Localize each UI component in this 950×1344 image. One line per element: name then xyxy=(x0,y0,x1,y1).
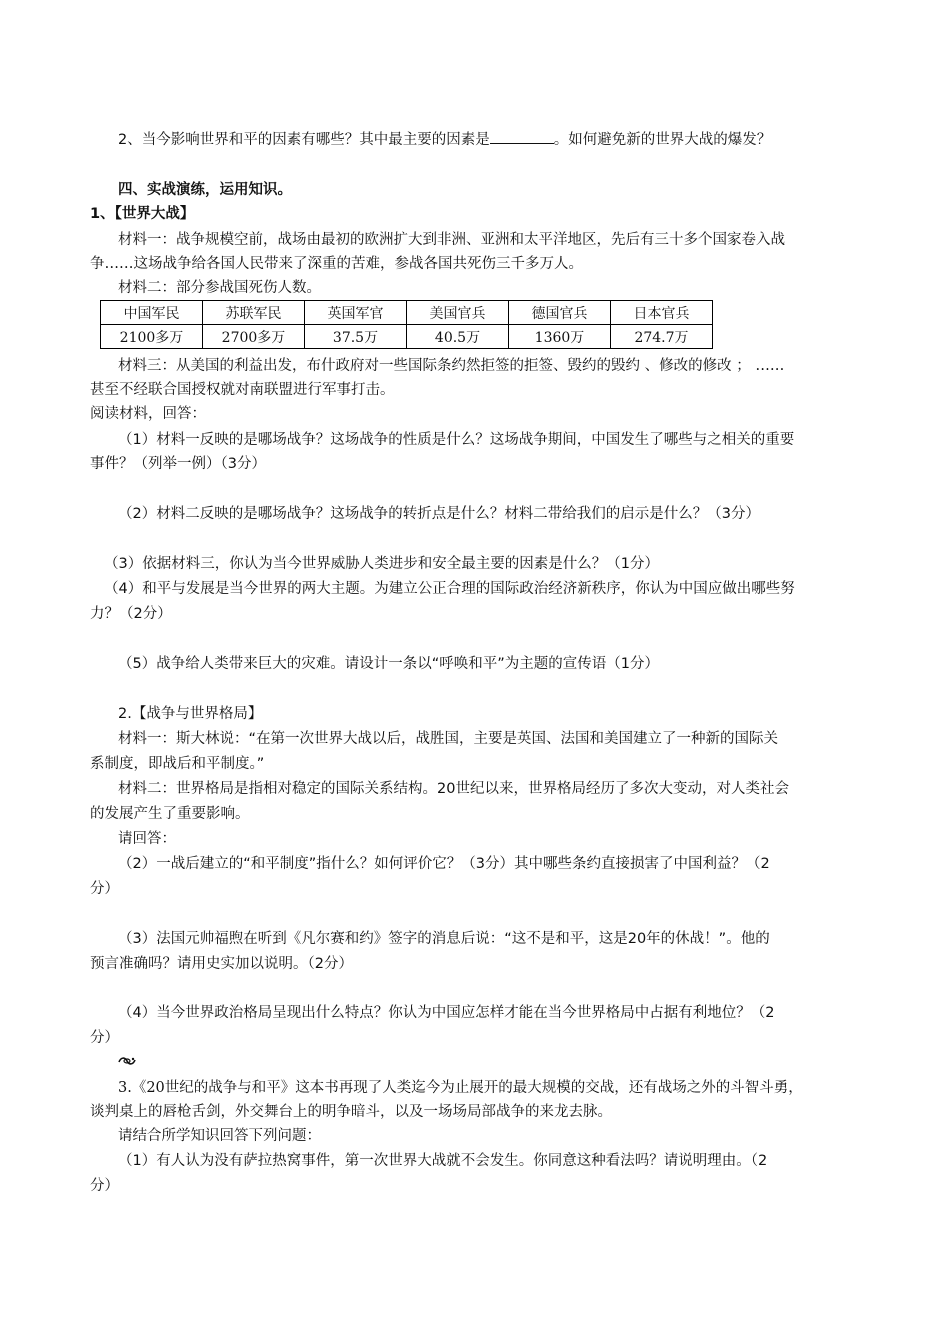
question-3-1-line-1: （1）有人认为没有萨拉热窝事件，第一次世界大战就不会发生。你同意这种看法吗？请说明理由。（2 xyxy=(118,1153,768,1169)
question-1-1-line-1: （1）材料一反映的是哪场战争？这场战争的性质是什么？这场战争期间，中国发生了哪些与之相关的重要 xyxy=(118,432,795,448)
question-1-5: （5）战争给人类带来巨大的灾难。请设计一条以“呼唤和平”为主题的宣传语（1分） xyxy=(118,656,659,672)
material-2: 材料二：部分参战国死伤人数。 xyxy=(118,280,321,296)
material-1-line-2: 争……这场战争给各国人民带来了深重的苦难，参战各国共死伤三千多万人。 xyxy=(90,256,583,272)
read-instruction: 阅读材料，回答： xyxy=(90,406,206,422)
table-cell: 2100多万 xyxy=(101,325,203,349)
p2-material-2-line-2: 的发展产生了重要影响。 xyxy=(90,806,250,822)
question-1-2: （2）材料二反映的是哪场战争？这场战争的转折点是什么？材料二带给我们的启示是什么？（3分） xyxy=(118,506,760,522)
part-3-line-2: 谈判桌上的唇枪舌剑，外交舞台上的明争暗斗，以及一场场局部战争的来龙去脉。 xyxy=(90,1104,612,1120)
question-2-text-end: 。如何避免新的世界大战的爆发？ xyxy=(553,132,772,148)
p2-ask: 请回答： xyxy=(118,831,176,847)
p2-material-1-line-2: 系制度，即战后和平制度。” xyxy=(90,756,265,772)
question-1-1-line-2: 事件？（列举一例）（3分） xyxy=(90,456,266,472)
answer-blank[interactable] xyxy=(490,129,554,144)
table-header-cell: 德国官兵 xyxy=(509,301,611,325)
p2-material-2-line-1: 材料二：世界格局是指相对稳定的国际关系结构。20世纪以来，世界格局经历了多次大变动，对人类社会 xyxy=(118,781,789,797)
table-row xyxy=(101,325,713,349)
question-2-4-line-2: 分） xyxy=(90,1030,119,1046)
table-header-cell: 英国军官 xyxy=(305,301,407,325)
table-cell: 1360万 xyxy=(509,325,611,349)
table-header-cell: 中国军民 xyxy=(101,301,203,325)
question-2-2-line-1: （2）一战后建立的“和平制度”指什么？如何评价它？（3分）其中哪些条约直接损害了中国利益？（2 xyxy=(118,856,770,872)
table-cell: 274.7万 xyxy=(611,325,713,349)
casualty-table xyxy=(100,300,713,349)
question-2-line xyxy=(118,129,771,150)
question-1-3: （3）依据材料三，你认为当今世界威胁人类进步和安全最主要的因素是什么？（1分） xyxy=(104,556,659,572)
table-header-cell: 日本官兵 xyxy=(611,301,713,325)
table-header-cell: 苏联军民 xyxy=(203,301,305,325)
ornament-icon xyxy=(118,1055,136,1067)
question-3-1-line-2: 分） xyxy=(90,1178,119,1194)
table-cell: 2700多万 xyxy=(203,325,305,349)
part-1-heading: 1、【世界大战】 xyxy=(90,206,195,222)
part-3-line-1: 3.《20世纪的战争与和平》这本书再现了人类迄今为止展开的最大规模的交战，还有战场之外的斗智斗勇， xyxy=(118,1080,803,1096)
material-3-line-2: 甚至不经联合国授权就对南联盟进行军事打击。 xyxy=(90,382,395,398)
question-2-3-line-2: 预言准确吗？请用史实加以说明。（2分） xyxy=(90,956,353,972)
table-header-cell: 美国官兵 xyxy=(407,301,509,325)
question-1-4-line-1: （4）和平与发展是当今世界的两大主题。为建立公正合理的国际政治经济新秩序，你认为中国应做出哪些努 xyxy=(104,581,795,597)
question-1-4-line-2: 力？（2分） xyxy=(90,606,172,622)
section-title: 四、实战演练，运用知识。 xyxy=(118,182,292,198)
question-2-3-line-1: （3）法国元帅福煦在听到《凡尔赛和约》签字的消息后说：“这不是和平，这是20年的休战！”。他的 xyxy=(118,931,770,947)
question-2-4-line-1: （4）当今世界政治格局呈现出什么特点？你认为中国应怎样才能在当今世界格局中占据有利地位？（2 xyxy=(118,1005,775,1021)
material-1-line-1: 材料一：战争规模空前，战场由最初的欧洲扩大到非洲、亚洲和太平洋地区，先后有三十多个国家卷入战 xyxy=(118,232,785,248)
part-3-ask: 请结合所学知识回答下列问题： xyxy=(118,1128,321,1144)
material-3-line-1: 材料三：从美国的利益出发，布什政府对一些国际条约然拒签的拒签、毁约的毁约 、修改的修改 ； …… xyxy=(118,358,785,374)
table-cell: 40.5万 xyxy=(407,325,509,349)
question-2-text: 2、当今影响世界和平的因素有哪些？其中最主要的因素是 xyxy=(118,132,490,148)
question-2-2-line-2: 分） xyxy=(90,881,119,897)
p2-material-1-line-1: 材料一：斯大林说：“在第一次世界大战以后，战胜国，主要是英国、法国和美国建立了一种新的国际关 xyxy=(118,731,779,747)
table-header-row xyxy=(101,301,713,325)
part-2-heading: 2.【战争与世界格局】 xyxy=(118,706,263,722)
table-cell: 37.5万 xyxy=(305,325,407,349)
